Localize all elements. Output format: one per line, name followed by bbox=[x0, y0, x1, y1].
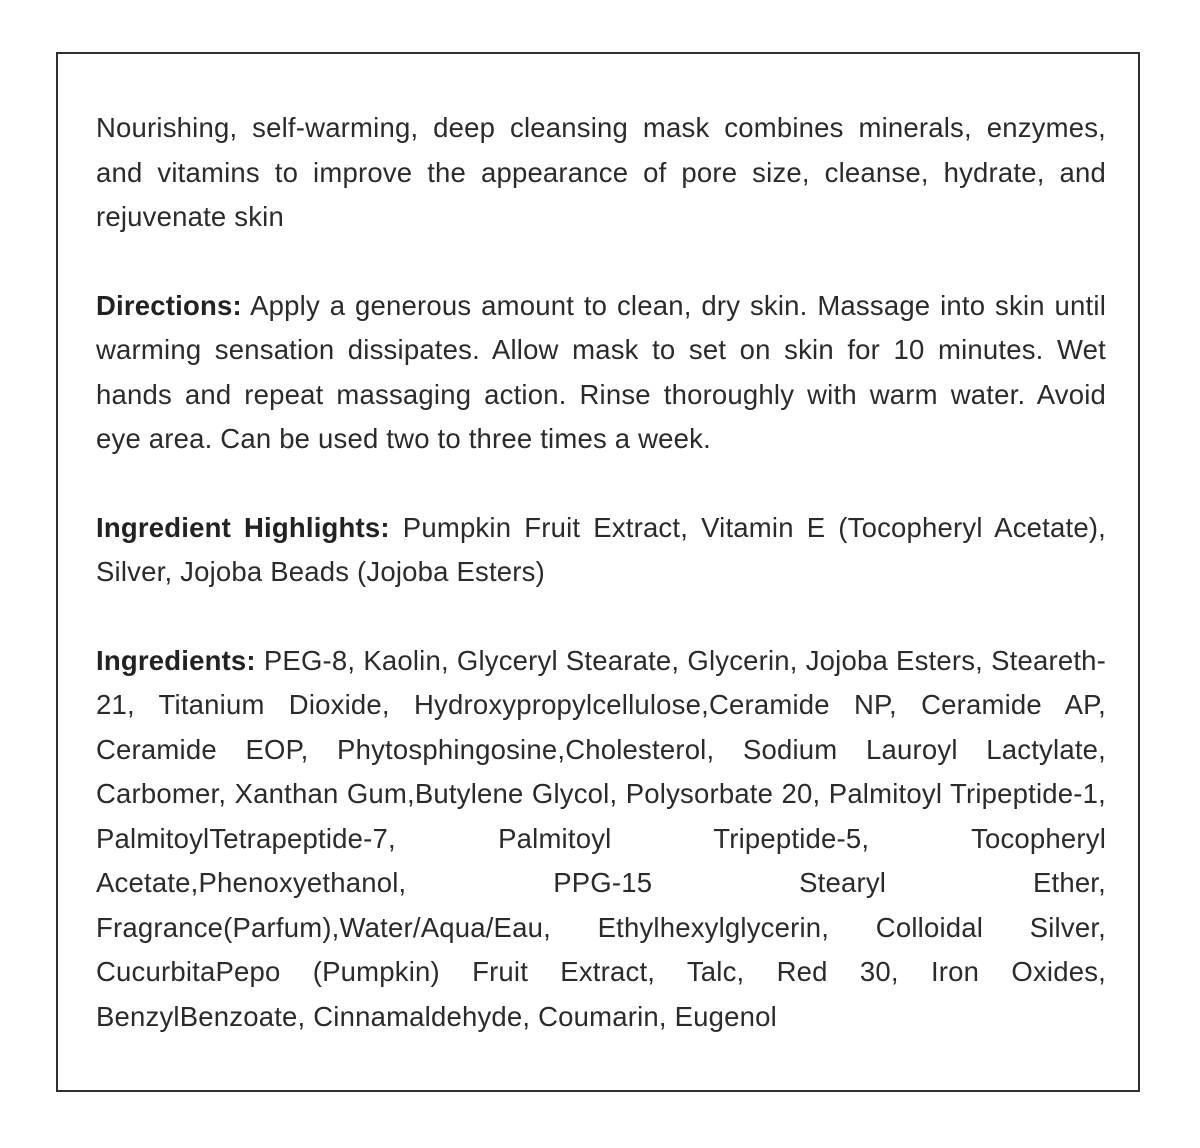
directions-label: Directions: bbox=[96, 289, 242, 321]
product-info-content bbox=[96, 106, 1106, 1039]
product-description bbox=[96, 106, 1106, 240]
ingredient-highlights-section bbox=[96, 506, 1106, 595]
ingredients-label: Ingredients: bbox=[96, 644, 256, 676]
ingredients-text: PEG-8, Kaolin, Glyceryl Stearate, Glycerin, Jojoba Esters, Steareth-21, Titanium Dioxide, Hydroxypropylcellulose,Ceramide NP, Ceramide AP, Ceramide EOP, Phytosphingosine,Cholesterol, Sodium Lauroyl Lactylate, Carbomer, Xanthan Gum,Butylene Glycol, Polysorbate 20, Palmitoyl Tripeptide-1, PalmitoylTetrapeptide-7, Palmitoyl Tripeptide-5, Tocopheryl Acetate,Phenoxyethanol, PPG-15 Stearyl Ether, Fragrance(Parfum),Water/Aqua/Eau, Ethylhexylglycerin, Colloidal Silver, CucurbitaPepo (Pumpkin) Fruit Extract, Talc, Red 30, Iron Oxides, BenzylBenzoate, Cinnamaldehyde, Coumarin, Eugenol bbox=[96, 644, 1107, 1032]
product-description-text: Nourishing, self-warming, deep cleansing mask combines minerals, enzymes, and vitamins to improve the appearance of pore size, cleanse, hydrate, and rejuvenate skin bbox=[96, 112, 1106, 232]
ingredients-section bbox=[96, 639, 1106, 1040]
directions-text: Apply a generous amount to clean, dry skin. Massage into skin until warming sensation dissipates. Allow mask to set on skin for 10 minutes. Wet hands and repeat massaging action. Rinse thoroughly with warm water. Avoid eye area. Can be used two to three times a week. bbox=[96, 289, 1107, 454]
directions-section bbox=[96, 284, 1106, 462]
product-info-box bbox=[56, 52, 1140, 1092]
ingredient-highlights-label: Ingredient Highlights: bbox=[96, 511, 390, 543]
ingredient-highlights-text: Pumpkin Fruit Extract, Vitamin E (Tocopheryl Acetate), Silver, Jojoba Beads (Jojoba Esters) bbox=[96, 511, 1107, 587]
